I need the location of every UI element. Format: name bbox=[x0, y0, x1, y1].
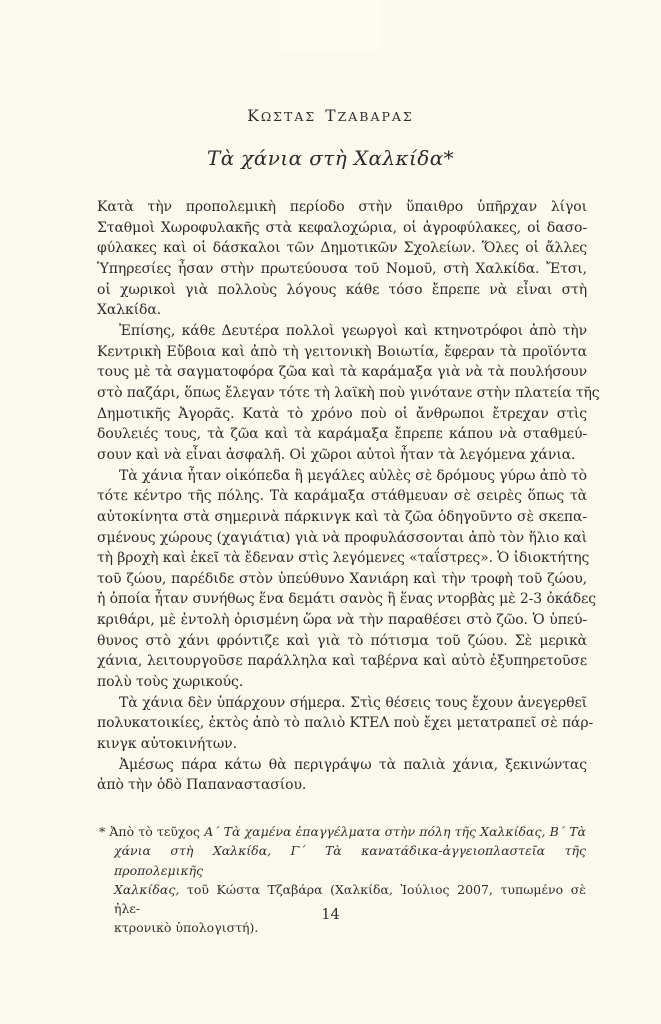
body-line: κινγκ αὐτοκινήτων. bbox=[97, 736, 237, 753]
body-line: τότε κέντρο τῆς πόλης. Τὰ καράμαξα στάθμευαν σὲ σειρὲς ὅπως τὰ bbox=[97, 488, 587, 505]
body-line: χάνια, λειτουργοῦσε παράλληλα καὶ ταβέρνα καὶ αὐτὸ ἐξυπηρετοῦσε bbox=[97, 653, 587, 670]
title-footnote-marker: * bbox=[443, 146, 455, 170]
footnote-text-italic: Α΄ Τὰ χαμένα ἐπαγγέλματα στὴν πόλη τῆς Χαλκίδας, Β΄ Τὰ bbox=[204, 824, 586, 839]
footnote-line bbox=[99, 822, 586, 841]
body-line: ἀπὸ τὴν ὁδὸ Παπαναστασίου. bbox=[97, 777, 307, 794]
footnote-text-italic: Χαλκίδας, bbox=[114, 881, 180, 897]
body-line: φύλακες καὶ οἱ δάσκαλοι τῶν Δημοτικῶν Σχολείων. Ὅλες οἱ ἄλλες bbox=[97, 240, 587, 257]
footnote-text-roman: κτρονικὸ ὑπολογιστή). bbox=[114, 920, 259, 936]
author-word2-rest: ΖΑΒΑΡΑΣ bbox=[337, 109, 414, 124]
body-line: πολυκατοικίες, ἐκτὸς ἀπὸ τὸ παλιὸ ΚΤΕΛ ποὺ ἔχει μετατραπεῖ σὲ πάρ- bbox=[97, 715, 594, 732]
body-paragraph bbox=[97, 466, 597, 693]
body-line: Ἀμέσως πάρα κάτω θὰ περιγράψω τὰ παλιὰ χάνια, ξεκινώντας bbox=[119, 756, 587, 773]
body-line: οἱ χωρικοὶ γιὰ πολλοὺς λόγους κάθε τόσο ἔπρεπε νὰ εἶναι στὴ bbox=[97, 281, 587, 298]
body-line: Τὰ χάνια δὲν ὑπάρχουν σήμερα. Στὶς θέσεις τους ἔχουν ἀνεγερθεῖ bbox=[119, 694, 587, 711]
body-line: Κατὰ τὴν προπολεμικὴ περίοδο στὴν ὕπαιθρο ὑπῆρχαν λίγοι bbox=[97, 199, 587, 215]
body-line: Χαλκίδα. bbox=[97, 302, 162, 319]
body-line: Ἐπίσης, κάθε Δευτέρα πολλοὶ γεωργοὶ καὶ κτηνοτρόφοι ἀπὸ τὴν bbox=[119, 322, 587, 339]
article-title bbox=[0, 146, 661, 170]
body-line: ἡ ὁποία ἦταν συνήθως ἕνα δεμάτι σανὸς ἢ ἕνας ντορβὰς μὲ 2-3 ὀκάδες bbox=[97, 591, 597, 608]
footnote-marker: * bbox=[99, 824, 106, 839]
body-line: σμένους χώρους (χαγιάτια) γιὰ νὰ προφυλάσσονται ἀπὸ τὸν ἥλιο καὶ bbox=[97, 529, 587, 546]
body-line: κριθάρι, μὲ ἐντολὴ ὁρισμένη ὥρα νὰ τὴν παραθέσει στὸ ζῶο. Ὁ ὑπεύ- bbox=[97, 612, 587, 629]
body-line: θυνος στὸ χάνι φρόντιζε καὶ γιὰ τὸ πότισμα τοῦ ζώου. Σὲ μερικὰ bbox=[97, 632, 587, 649]
author-word1-initial: Κ bbox=[247, 107, 261, 125]
body-line: τὴ βροχὴ καὶ ἐκεῖ τὰ ἔδεναν στὶς λεγόμενες «ταΐστρες». Ὁ ἰδιοκτήτης bbox=[97, 550, 590, 567]
body-line: Τὰ χάνια ἦταν οἰκόπεδα ἢ μεγάλες αὐλὲς σὲ δρόμους γύρω ἀπὸ τὸ bbox=[119, 467, 587, 484]
body-paragraph bbox=[97, 755, 587, 796]
footnote-text-roman: τοῦ Κώστα Τζαβάρα (Χαλκίδα, Ἰούλιος 2007, τυπωμένο σὲ ἠλε- bbox=[114, 881, 586, 917]
body-paragraph bbox=[97, 197, 587, 321]
footnote-line bbox=[99, 841, 586, 880]
body-line: πολὺ τοὺς χωρικούς. bbox=[97, 674, 244, 691]
footnote-text-italic: χάνια στὴ Χαλκίδα, Γ΄ Τὰ κανατάδικα-ἀγγειοπλαστεῖα τῆς προπολεμικῆς bbox=[114, 843, 586, 878]
body-paragraph bbox=[97, 321, 600, 466]
footnote-text-roman: Ἀπὸ τὸ τεῦχος bbox=[109, 824, 201, 839]
page-number: 14 bbox=[321, 907, 340, 923]
author-word1-rest: ΩΣΤΑΣ bbox=[260, 109, 317, 124]
body-line: τους μὲ τὰ σαγματοφόρα ζῶα καὶ τὰ καράμαξα γιὰ νὰ τὰ πουλήσουν bbox=[97, 364, 587, 381]
body-line: σουν καὶ νὰ εἶναι ἀσφαλῆ. Οἱ χῶροι αὐτοὶ ἦταν τὰ λεγόμενα χάνια. bbox=[97, 446, 576, 463]
body-line: τοῦ ζώου, παρέδιδε στὸν ὑπεύθυνο Χανιάρη καὶ τὴν τροφὴ τοῦ ζώου, bbox=[97, 570, 587, 587]
body-paragraph bbox=[97, 693, 594, 755]
body-line: αὐτοκίνητα στὰ σημερινὰ πάρκινγκ καὶ τὰ ζῶα ὁδηγοῦντο σὲ σκεπα- bbox=[97, 508, 587, 525]
body-line: Ὑπηρεσίες ἦσαν στὴν πρωτεύουσα τοῦ Νομοῦ, στὴ Χαλκίδα. Ἔτσι, bbox=[97, 260, 587, 277]
author-word2-initial: Τ bbox=[325, 107, 338, 125]
body-line: Δημοτικῆς Ἀγορᾶς. Κατὰ τὸ χρόνο ποὺ οἱ ἄνθρωποι ἔτρεχαν στὶς bbox=[97, 405, 587, 422]
article-title-text: Τὰ χάνια στὴ Χαλκίδα bbox=[206, 146, 444, 170]
body-line: στὸ παζάρι, ὅπως ἔλεγαν τότε τὴ λαϊκὴ ποὺ γινότανε στὴν πλατεία τῆς bbox=[97, 384, 600, 401]
body-text bbox=[97, 197, 600, 796]
body-line: Σταθμοὶ Χωροφυλακῆς στὰ κεφαλοχώρια, οἱ ἀγροφύλακες, οἱ δασο- bbox=[97, 219, 587, 236]
body-line: Κεντρικὴ Εὔβοια καὶ ἀπὸ τὴ γειτονικὴ Βοιωτία, ἔφεραν τὰ προϊόντα bbox=[97, 343, 587, 360]
body-line: δουλειές τους, τὰ ζῶα καὶ τὰ καράμαξα ἔπρεπε κάπου νὰ σταθμεύ- bbox=[97, 426, 587, 443]
author-name bbox=[0, 106, 661, 125]
